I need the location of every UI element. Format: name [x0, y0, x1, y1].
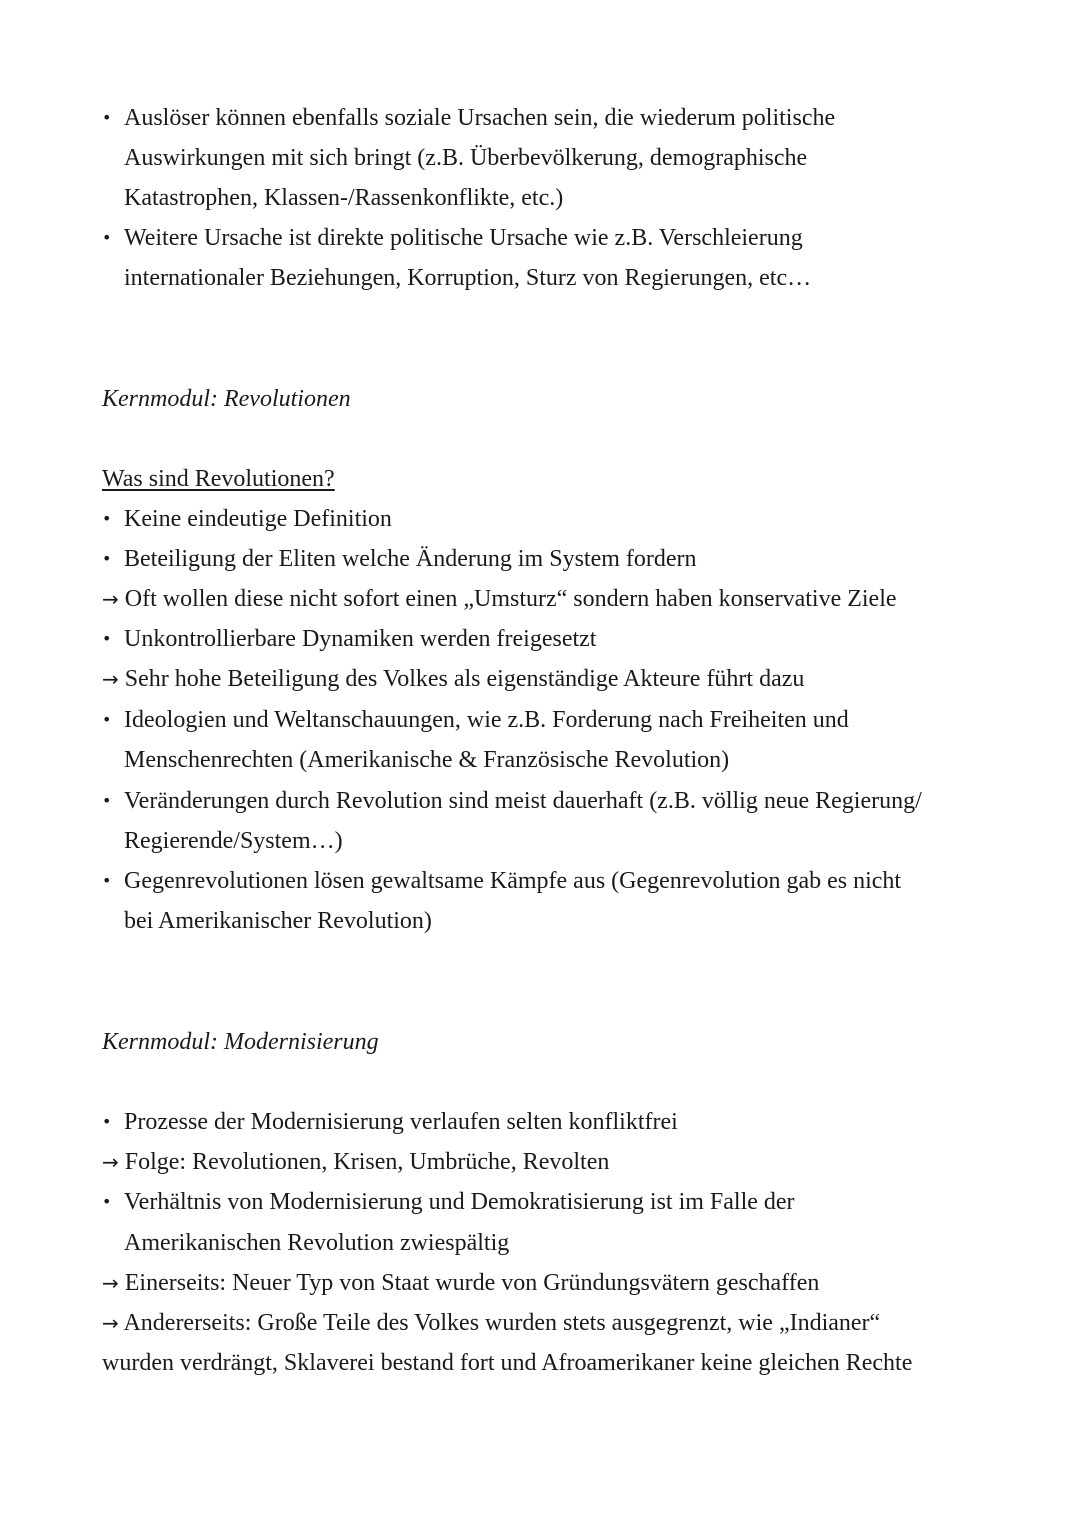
rev-bullet-1: Keine eindeutige Definition [124, 506, 392, 532]
mod-arrow-3 [102, 1308, 880, 1338]
bullet-icon: • [102, 629, 112, 648]
mod-bullet-1: Prozesse der Modernisierung verlaufen selten konfliktfrei [124, 1109, 678, 1135]
rev-bullet-3: Unkontrollierbare Dynamiken werden freigesetzt [124, 626, 597, 652]
rev-arrow-2 [102, 664, 804, 694]
rev-bullet-4-line-1: Ideologien und Weltanschauungen, wie z.B. Forderung nach Freiheiten und [124, 707, 849, 733]
bullet-icon: • [102, 871, 112, 890]
rev-bullet-5-line-1: Veränderungen durch Revolution sind meist dauerhaft (z.B. völlig neue Regierung/ [124, 788, 922, 814]
intro-bullet-2-line-1: Weitere Ursache ist direkte politische Ursache wie z.B. Verschleierung [124, 225, 803, 251]
bullet-icon: • [102, 509, 112, 528]
rev-arrow-2-text: Sehr hohe Beteiligung des Volkes als eigenständige Akteure führt dazu [124, 666, 805, 692]
rev-bullet-4-line-2: Menschenrechten (Amerikanische & Französische Revolution) [124, 747, 730, 773]
rev-bullet-2: Beteiligung der Eliten welche Änderung im System fordern [124, 546, 697, 572]
mod-bullet-2-line-2: Amerikanischen Revolution zwiespältig [124, 1230, 510, 1256]
rev-arrow-1-text: Oft wollen diese nicht sofort einen „Umsturz“ sondern haben konservative Ziele [124, 586, 897, 612]
section-heading-revolutionen: Kernmodul: Revolutionen [102, 386, 351, 412]
arrow-right-icon: → [102, 1271, 119, 1295]
section-heading-modernisierung: Kernmodul: Modernisierung [102, 1029, 379, 1055]
bullet-icon: • [102, 791, 112, 810]
rev-bullet-6-line-2: bei Amerikanischer Revolution) [124, 908, 432, 934]
bullet-icon: • [102, 549, 112, 568]
intro-bullet-2-line-2: internationaler Beziehungen, Korruption, Sturz von Regierungen, etc… [124, 265, 812, 291]
mod-arrow-2 [102, 1268, 819, 1298]
rev-bullet-5-line-2: Regierende/System…) [124, 828, 343, 854]
bullet-icon: • [102, 710, 112, 729]
bullet-icon: • [102, 108, 112, 127]
rev-bullet-6-line-1: Gegenrevolutionen lösen gewaltsame Kämpfe aus (Gegenrevolution gab es nicht [124, 868, 902, 894]
bullet-icon: • [102, 1192, 112, 1211]
arrow-right-icon: → [102, 1150, 119, 1174]
rev-arrow-1 [102, 584, 897, 614]
arrow-right-icon: → [102, 1311, 119, 1335]
mod-arrow-3-text: Andererseits: Große Teile des Volkes wurden stets ausgegrenzt, wie „Indianer“ [123, 1310, 881, 1336]
bullet-icon: • [102, 228, 112, 247]
mod-arrow-2-text: Einerseits: Neuer Typ von Staat wurde von Gründungsvätern geschaffen [124, 1270, 820, 1296]
subheading-was-sind-revolutionen: Was sind Revolutionen? [102, 466, 335, 492]
arrow-right-icon: → [102, 667, 119, 691]
mod-arrow-1 [102, 1147, 609, 1177]
mod-arrow-3-line-2: wurden verdrängt, Sklaverei bestand fort und Afroamerikaner keine gleichen Rechte [102, 1350, 913, 1376]
mod-bullet-2-line-1: Verhältnis von Modernisierung und Demokratisierung ist im Falle der [124, 1189, 795, 1215]
mod-arrow-1-text: Folge: Revolutionen, Krisen, Umbrüche, Revolten [124, 1149, 610, 1175]
intro-bullet-1-line-3: Katastrophen, Klassen-/Rassenkonflikte, etc.) [124, 185, 564, 211]
intro-bullet-1-line-1: Auslöser können ebenfalls soziale Ursachen sein, die wiederum politische [124, 105, 836, 131]
intro-bullet-1-line-2: Auswirkungen mit sich bringt (z.B. Überbevölkerung, demographische [124, 145, 808, 171]
bullet-icon: • [102, 1112, 112, 1131]
arrow-right-icon: → [102, 587, 119, 611]
